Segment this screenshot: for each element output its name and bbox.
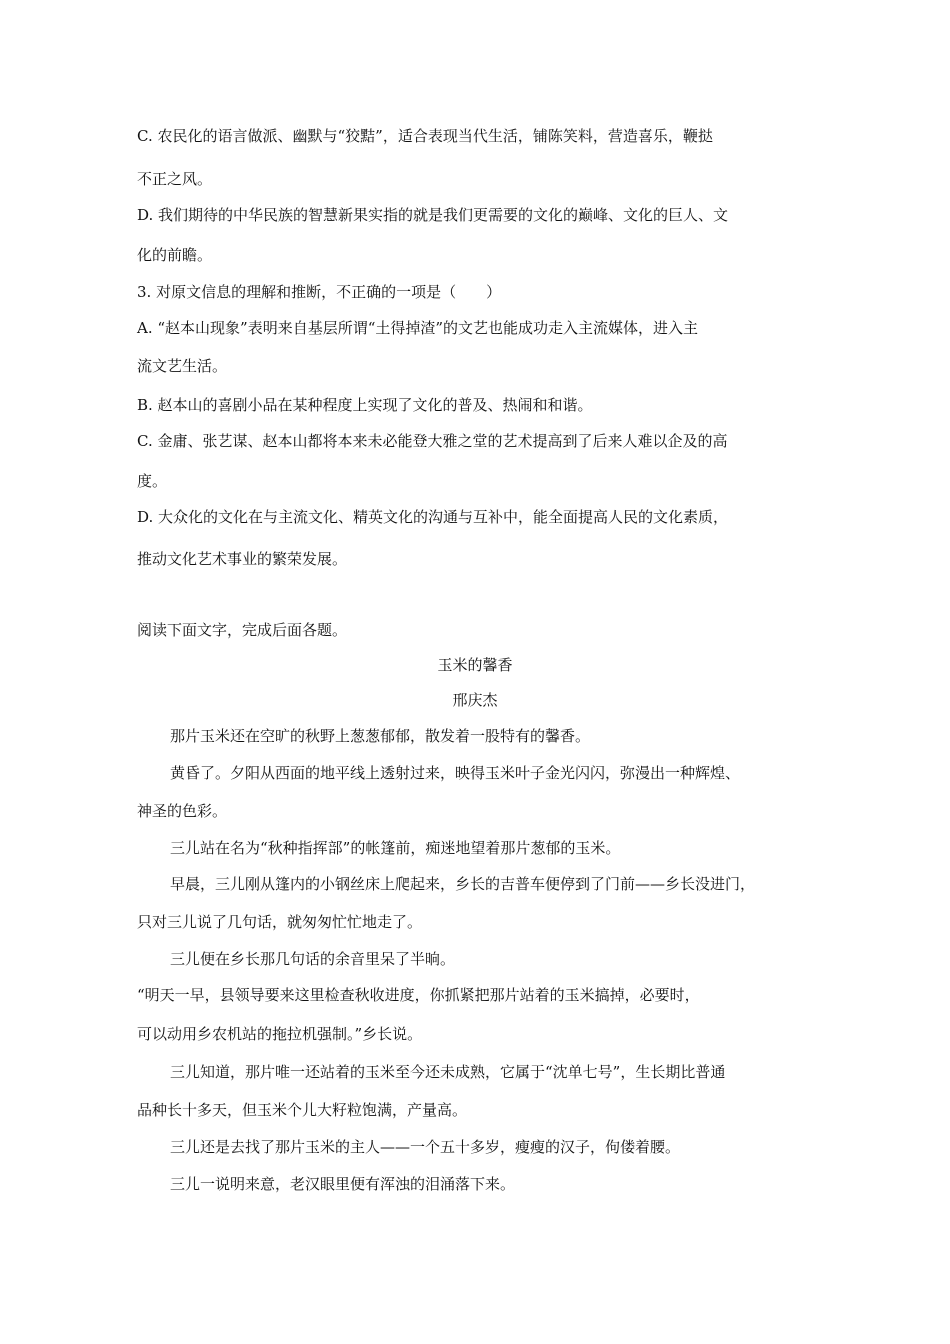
q3-option-c-line-2: 度。 <box>137 472 168 490</box>
story-paragraph-line: 三儿便在乡长那几句话的余音里呆了半晌。 <box>170 950 456 968</box>
story-paragraph-line: 三儿还是去找了那片玉米的主人——一个五十多岁，瘦瘦的汉子，佝偻着腰。 <box>170 1138 681 1156</box>
q3-option-c-line-1: C. 金庸、张艺谋、赵本山都将本来未必能登大雅之堂的艺术提高到了后来人难以企及的高 <box>137 432 728 450</box>
story-paragraph-line: 三儿一说明来意，老汉眼里便有浑浊的泪涌落下来。 <box>170 1175 516 1193</box>
option-c-line-2: 不正之风。 <box>137 170 213 188</box>
story-paragraph-line: 只对三儿说了几句话，就匆匆忙忙地走了。 <box>137 913 423 931</box>
option-c-line-1: C. 农民化的语言做派、幽默与“狡黠”，适合表现当代生活，铺陈笑料，营造喜乐，鞭挞 <box>137 127 713 145</box>
story-paragraph-line: 可以动用乡农机站的拖拉机强制。”乡长说。 <box>137 1025 423 1043</box>
q3-option-d-line-2: 推动文化艺术事业的繁荣发展。 <box>137 550 348 568</box>
q3-option-a-line-2: 流文艺生活。 <box>137 357 228 375</box>
story-paragraph-line: 品种长十多天，但玉米个儿大籽粒饱满，产量高。 <box>137 1101 468 1119</box>
story-paragraph-line: 三儿知道，那片唯一还站着的玉米至今还未成熟，它属于“沈单七号”，生长期比普通 <box>170 1063 726 1081</box>
story-paragraph-line: 早晨，三儿刚从篷内的小钢丝床上爬起来，乡长的吉普车便停到了门前——乡长没进门， <box>170 875 756 893</box>
story-paragraph-line: 那片玉米还在空旷的秋野上葱葱郁郁，散发着一股特有的馨香。 <box>170 727 591 745</box>
story-paragraph-line: 三儿站在名为“秋种指挥部”的帐篷前，痴迷地望着那片葱郁的玉米。 <box>170 839 621 857</box>
q3-option-b: B. 赵本山的喜剧小品在某种程度上实现了文化的普及、热闹和和谐。 <box>137 396 593 414</box>
reading-instruction: 阅读下面文字，完成后面各题。 <box>137 621 348 639</box>
story-title: 玉米的馨香 <box>437 656 513 674</box>
option-d-line-1: D. 我们期待的中华民族的智慧新果实指的就是我们更需要的文化的巅峰、文化的巨人、文 <box>137 206 729 224</box>
story-paragraph-line: “明天一早，县领导要来这里检查秋收进度，你抓紧把那片站着的玉米搞掉，必要时， <box>137 986 700 1004</box>
story-author: 邢庆杰 <box>452 691 498 709</box>
story-paragraph-line: 神圣的色彩。 <box>137 802 228 820</box>
option-d-line-2: 化的前瞻。 <box>137 246 213 264</box>
q3-option-d-line-1: D. 大众化的文化在与主流文化、精英文化的沟通与互补中，能全面提高人民的文化素质， <box>137 508 729 526</box>
question-3-stem: 3. 对原文信息的理解和推断，不正确的一项是（ ） <box>137 283 502 301</box>
q3-option-a-line-1: A. “赵本山现象”表明来自基层所谓“土得掉渣”的文艺也能成功走入主流媒体，进入主 <box>137 319 699 337</box>
story-paragraph-line: 黄昏了。夕阳从西面的地平线上透射过来，映得玉米叶子金光闪闪，弥漫出一种辉煌、 <box>170 764 741 782</box>
